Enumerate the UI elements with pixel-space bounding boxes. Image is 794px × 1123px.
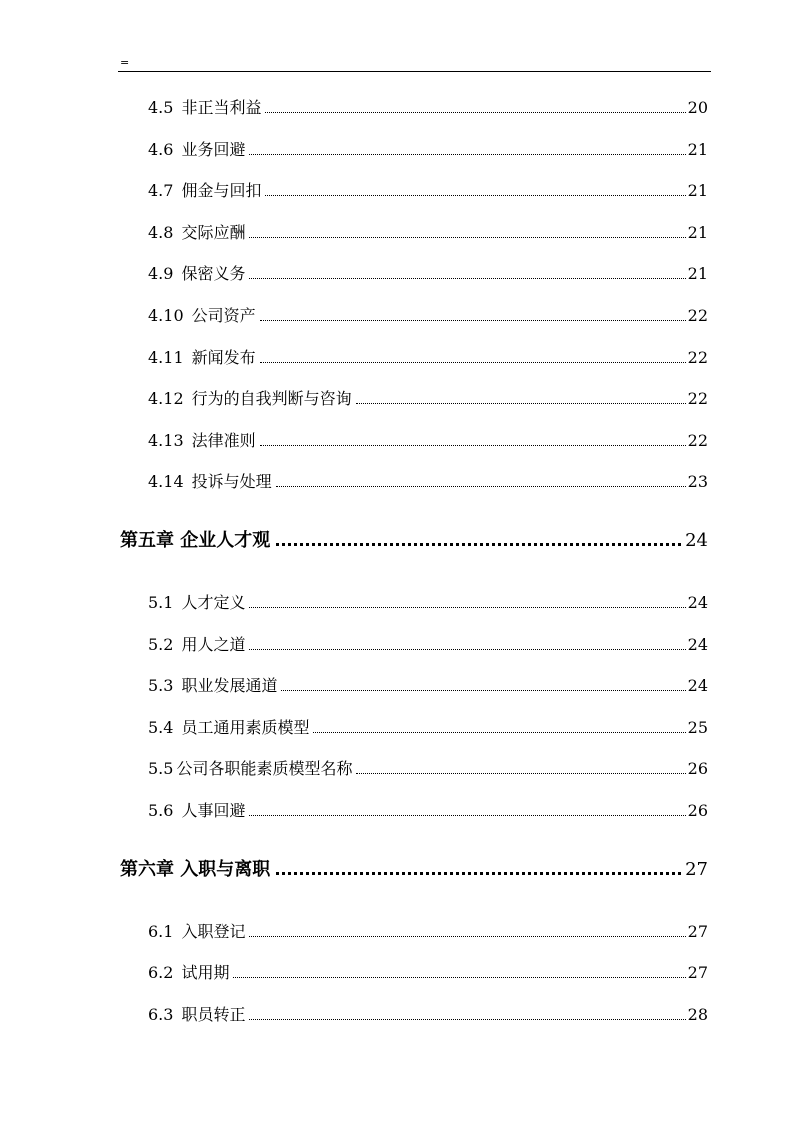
toc-page-number: 22 (687, 306, 708, 325)
toc-entry-title: 佣金与回扣 (181, 181, 262, 200)
toc-entry-title: 试用期 (181, 963, 230, 982)
toc-entry[interactable] (148, 175, 708, 201)
toc-entry-title: 交际应酬 (181, 223, 246, 242)
toc-entry-number: 4.12 (148, 389, 184, 408)
toc-entry-number: 6.3 (148, 1005, 174, 1024)
dot-leader (260, 445, 686, 446)
toc-page-number: 22 (687, 348, 708, 367)
toc-entry-number: 4.10 (148, 306, 184, 325)
dot-leader (249, 237, 685, 238)
toc-entry-title: 入职登记 (181, 922, 246, 941)
toc-entry[interactable] (148, 342, 708, 368)
dot-leader (249, 278, 685, 279)
dot-leader (265, 195, 685, 196)
toc-entry-number: 4.14 (148, 472, 184, 491)
dot-leader (356, 773, 685, 774)
dot-leader (260, 320, 686, 321)
toc-page-number: 27 (685, 859, 708, 880)
dot-leader (249, 649, 685, 650)
toc-entry-number: 4.8 (148, 223, 174, 242)
toc-entry-number: 6.1 (148, 922, 174, 941)
toc-page-number: 24 (687, 676, 708, 695)
toc-page-number: 24 (685, 530, 708, 551)
dot-leader (260, 362, 686, 363)
toc-chapter-title: 第五章 企业人才观 (120, 530, 271, 551)
dot-leader (356, 403, 686, 404)
toc-entry-title: 职员转正 (181, 1005, 246, 1024)
toc-entry-number: 4.5 (148, 98, 174, 117)
dot-leader (265, 112, 685, 113)
toc-entry-number: 4.7 (148, 181, 174, 200)
toc-entry[interactable] (148, 217, 708, 243)
toc-page-number: 25 (687, 718, 708, 737)
toc-entry[interactable] (148, 629, 708, 655)
toc-page-number: 21 (687, 140, 708, 159)
toc-page-number: 26 (687, 759, 708, 778)
toc-entry-number: 5.4 (148, 718, 174, 737)
toc-entry[interactable] (148, 712, 708, 738)
toc-entry[interactable] (148, 957, 708, 983)
dot-leader (249, 607, 685, 608)
toc-entry[interactable] (148, 466, 708, 492)
toc-chapter-title: 第六章 入职与离职 (120, 859, 271, 880)
header-mark: = (120, 56, 130, 69)
toc-entry-title: 人事回避 (181, 801, 246, 820)
toc-entry[interactable] (148, 587, 708, 613)
dot-leader (276, 486, 686, 487)
dot-leader (249, 154, 685, 155)
toc-entry-title: 保密义务 (181, 264, 246, 283)
toc-page-number: 23 (687, 472, 708, 491)
toc-page-number: 21 (687, 264, 708, 283)
toc-page-number: 21 (687, 223, 708, 242)
dot-leader (313, 732, 685, 733)
toc-entry-number: 4.6 (148, 140, 174, 159)
toc-entry-title: 员工通用素质模型 (181, 718, 310, 737)
toc-entry-title: 法律准则 (191, 431, 256, 450)
dot-leader (233, 977, 685, 978)
toc-entry-title: 业务回避 (181, 140, 246, 159)
toc-entry[interactable] (148, 258, 708, 284)
toc-entry[interactable] (148, 92, 708, 118)
toc-entry-number: 5.1 (148, 593, 174, 612)
toc-page-number: 26 (687, 801, 708, 820)
dot-leader (281, 690, 685, 691)
toc-entry[interactable] (148, 795, 708, 821)
toc-entry[interactable] (148, 753, 708, 779)
toc-entry-title: 职业发展通道 (181, 676, 278, 695)
toc-entry[interactable] (148, 999, 708, 1025)
toc-entry[interactable] (148, 134, 708, 160)
toc-chapter-entry[interactable] (120, 853, 708, 881)
dot-leader (249, 936, 685, 937)
dot-leader (249, 815, 685, 816)
dot-leader (276, 872, 681, 875)
toc-page-number: 24 (687, 593, 708, 612)
toc-entry-number: 5.3 (148, 676, 174, 695)
toc-page-number: 24 (687, 635, 708, 654)
toc-chapter-entry[interactable] (120, 524, 708, 552)
toc-page-number: 20 (687, 98, 708, 117)
toc-entry-title: 公司各职能素质模型名称 (176, 759, 353, 778)
toc-entry-number: 6.2 (148, 963, 174, 982)
toc-entry[interactable] (148, 670, 708, 696)
toc-entry-title: 用人之道 (181, 635, 246, 654)
toc-page-number: 28 (687, 1005, 708, 1024)
toc-entry-number: 5.6 (148, 801, 174, 820)
toc-entry-title: 非正当利益 (181, 98, 262, 117)
toc-entry-title: 行为的自我判断与咨询 (191, 389, 352, 408)
dot-leader (276, 543, 681, 546)
toc-entry[interactable] (148, 425, 708, 451)
toc-entry-number: 4.13 (148, 431, 184, 450)
toc-page-number: 21 (687, 181, 708, 200)
toc-entry[interactable] (148, 383, 708, 409)
toc-entry[interactable] (148, 300, 708, 326)
toc-page-number: 27 (687, 963, 708, 982)
toc-entry-title: 新闻发布 (191, 348, 256, 367)
toc-entry-number: 4.11 (148, 348, 184, 367)
toc-entry[interactable] (148, 916, 708, 942)
toc-entry-title: 公司资产 (191, 306, 256, 325)
dot-leader (249, 1019, 685, 1020)
toc-page-number: 27 (687, 922, 708, 941)
toc-page-number: 22 (687, 431, 708, 450)
toc-entry-title: 投诉与处理 (191, 472, 272, 491)
toc-page-number: 22 (687, 389, 708, 408)
toc-entry-number: 4.9 (148, 264, 174, 283)
toc-entry-number: 5.5 (148, 759, 174, 778)
toc-entry-title: 人才定义 (181, 593, 246, 612)
toc-entry-number: 5.2 (148, 635, 174, 654)
